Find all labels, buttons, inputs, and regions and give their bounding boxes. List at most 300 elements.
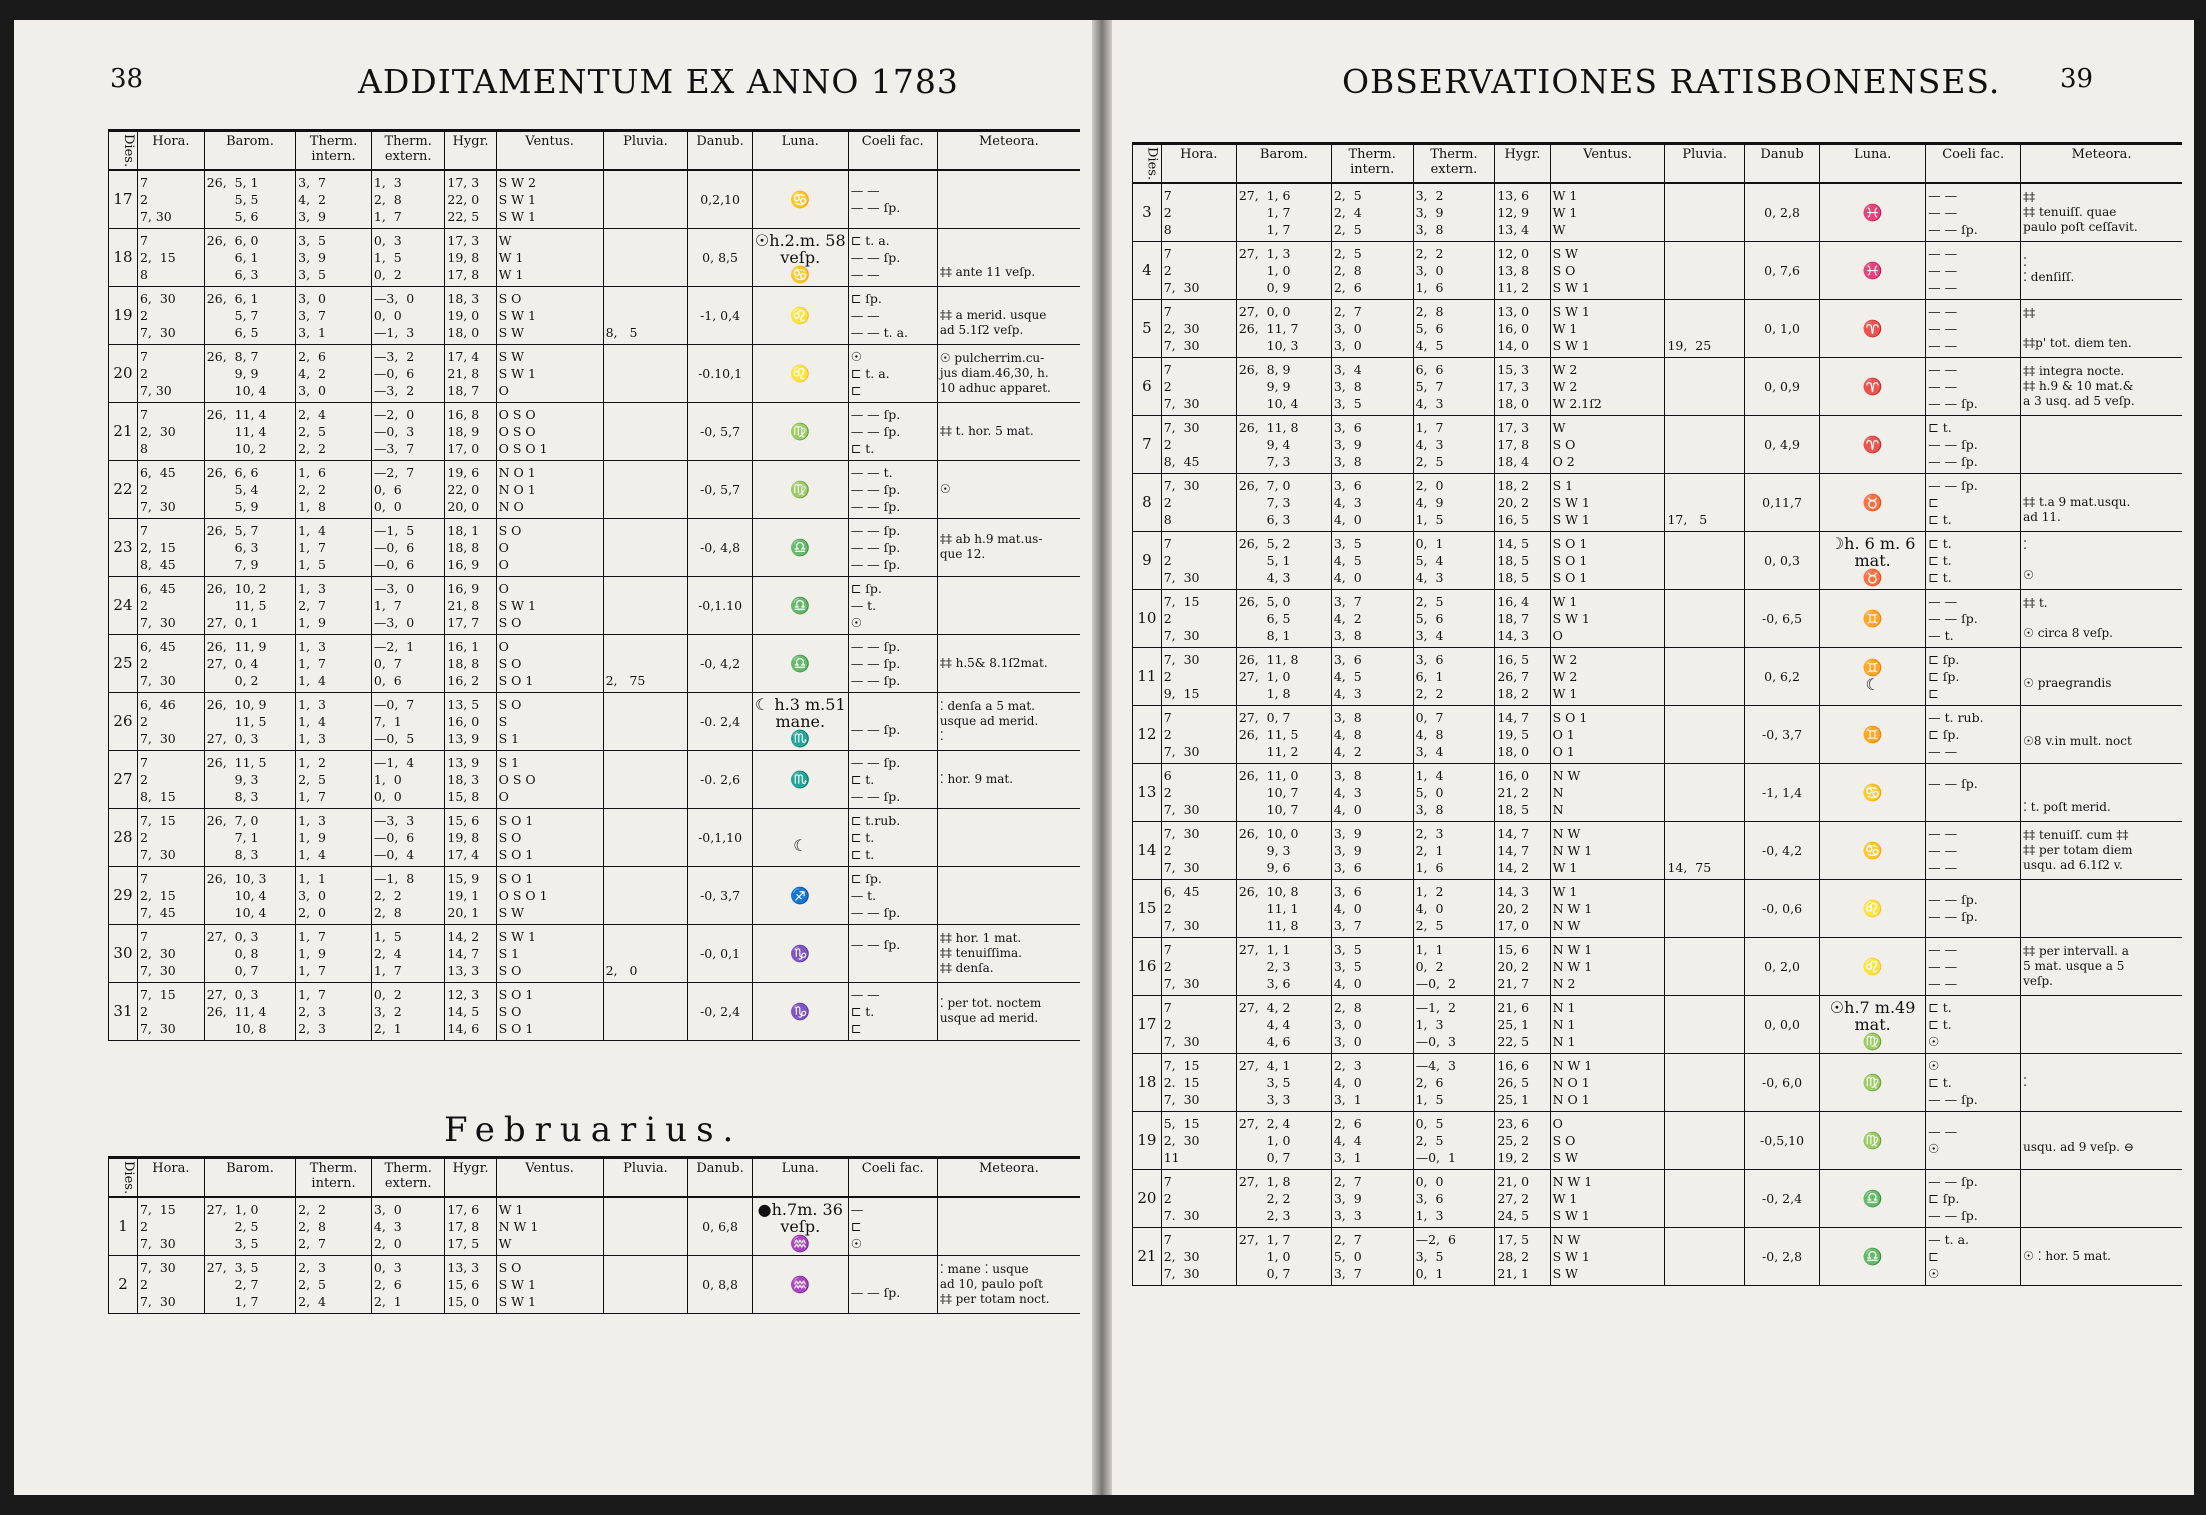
therm-extern-cell: 1, 7 4, 3 2, 5	[1413, 415, 1495, 473]
hour-cell: 6, 45 2 7, 30	[1161, 879, 1236, 937]
meteora-cell: ‡‡ ‡‡ tenuiſſ. quae paulo poſt ceſſavit.	[2021, 183, 2182, 241]
rain-cell	[1665, 531, 1745, 589]
column-header: Pluvia.	[1665, 144, 1745, 184]
rain-cell	[1665, 1111, 1745, 1169]
table-row	[109, 982, 1081, 1040]
running-head-left: ADDITAMENTUM EX ANNO 1783	[358, 62, 959, 101]
sky-cell: — — ſp.	[848, 1255, 937, 1313]
rain-cell: 8, 5	[603, 286, 688, 344]
hour-cell: 7 2, 30 7, 30	[1161, 1227, 1236, 1285]
sky-cell: — — ſp. — — ſp. ⊏ t.	[848, 402, 937, 460]
therm-extern-cell: 0, 5 2, 5 —0, 1	[1413, 1111, 1495, 1169]
wind-cell: N W 1 W 1 S W 1	[1550, 1169, 1665, 1227]
sky-cell: — — — — — — ſp.	[1926, 183, 2021, 241]
table-row	[109, 924, 1081, 982]
day-cell: 28	[109, 808, 138, 866]
rain-cell	[1665, 357, 1745, 415]
moon-cell: ♊	[1820, 705, 1926, 763]
moon-cell: ♏	[752, 750, 848, 808]
day-cell: 21	[1133, 1227, 1162, 1285]
moon-cell: ♎	[752, 576, 848, 634]
rain-cell	[603, 1255, 688, 1313]
sky-cell: — — ſp.	[848, 692, 937, 750]
therm-extern-cell: —1, 2 1, 3 —0, 3	[1413, 995, 1495, 1053]
day-cell: 19	[109, 286, 138, 344]
rain-cell	[603, 982, 688, 1040]
therm-extern-cell: —3, 3 —0, 6 —0, 4	[371, 808, 445, 866]
meteora-cell: ⁚ t. poſt merid.	[2021, 763, 2182, 821]
barometer-cell: 26, 5, 7 6, 3 7, 9	[204, 518, 295, 576]
hour-cell: 7 2, 15 8	[137, 228, 204, 286]
therm-extern-cell: —2, 1 0, 7 0, 6	[371, 634, 445, 692]
hygrometer-cell: 13, 6 12, 9 13, 4	[1495, 183, 1550, 241]
sky-cell: — — ſp.	[1926, 763, 2021, 821]
sky-cell: — — — — — —	[1926, 241, 2021, 299]
wind-cell: S W 1 S 1 S O	[496, 924, 603, 982]
danube-cell: -0,1,10	[688, 808, 753, 866]
column-header: Hygr.	[1495, 144, 1550, 184]
danube-cell: 0, 0,0	[1744, 995, 1819, 1053]
wind-cell: S O 1 S O 1 S O 1	[1550, 531, 1665, 589]
therm-intern-cell: 2, 3 4, 0 3, 1	[1331, 1053, 1413, 1111]
meteora-cell: ‡‡ ab h.9 mat.us- que 12.	[937, 518, 1080, 576]
moon-cell: ♊	[1820, 589, 1926, 647]
hour-cell: 7 2 7, 30	[137, 170, 204, 228]
hour-cell: 7, 15 2 7, 30	[137, 982, 204, 1040]
rain-cell: 2, 0	[603, 924, 688, 982]
table-row	[109, 866, 1081, 924]
barometer-cell: 27, 0, 0 26, 11, 7 10, 3	[1236, 299, 1331, 357]
therm-extern-cell: —0, 7 7, 1 —0, 5	[371, 692, 445, 750]
column-header: Pluvia.	[603, 131, 688, 171]
sky-cell: — — ſp.	[848, 924, 937, 982]
moon-cell: ♒	[752, 1255, 848, 1313]
therm-extern-cell: 6, 6 5, 7 4, 3	[1413, 357, 1495, 415]
day-cell: 10	[1133, 589, 1162, 647]
sky-cell: — — — — — — ſp.	[1926, 357, 2021, 415]
day-cell: 27	[109, 750, 138, 808]
sky-cell: — — — — — —	[1926, 299, 2021, 357]
column-header: Luna.	[752, 131, 848, 171]
day-cell: 8	[1133, 473, 1162, 531]
column-header: Coeli fac.	[848, 131, 937, 171]
sky-cell: — — ſp. — — ſp.	[1926, 879, 2021, 937]
rain-cell	[603, 808, 688, 866]
rain-cell	[1665, 763, 1745, 821]
meteora-cell: ‡‡ a merid. usque ad 5.1ſ2 veſp.	[937, 286, 1080, 344]
therm-extern-cell: 0, 3 2, 6 2, 1	[371, 1255, 445, 1313]
moon-cell: ♍	[752, 402, 848, 460]
day-cell: 18	[1133, 1053, 1162, 1111]
wind-cell: S O 1 O S O 1 S W	[496, 866, 603, 924]
day-cell: 6	[1133, 357, 1162, 415]
moon-cell: ♋	[1820, 763, 1926, 821]
moon-cell: ☉h.2.m. 58 veſp. ♋	[752, 228, 848, 286]
hour-cell: 6 2 7, 30	[1161, 763, 1236, 821]
moon-cell: ☾ h.3 m.51 mane. ♏	[752, 692, 848, 750]
wind-cell: O S W 1 S O	[496, 576, 603, 634]
therm-intern-cell: 1, 3 1, 4 1, 3	[296, 692, 372, 750]
wind-cell: N W 1 N O 1 N O 1	[1550, 1053, 1665, 1111]
meteora-cell: ⁚ ⁚ denſiſſ.	[2021, 241, 2182, 299]
hour-cell: 7 2, 15 8, 45	[137, 518, 204, 576]
therm-extern-cell: —3, 0 0, 0 —1, 3	[371, 286, 445, 344]
table-row	[1133, 589, 2183, 647]
moon-cell: ☾	[752, 808, 848, 866]
day-cell: 30	[109, 924, 138, 982]
column-header: Meteora.	[937, 131, 1080, 171]
meteora-cell: ‡‡ ante 11 veſp.	[937, 228, 1080, 286]
column-header: Danub.	[688, 1158, 753, 1198]
day-cell: 26	[109, 692, 138, 750]
column-header-dies: Dies.	[109, 1158, 138, 1198]
meteora-cell: ‡‡ ‡‡p' tot. diem ten.	[2021, 299, 2182, 357]
moon-cell: ♊ ☾	[1820, 647, 1926, 705]
moon-cell: ♍	[1820, 1053, 1926, 1111]
day-cell: 13	[1133, 763, 1162, 821]
day-cell: 15	[1133, 879, 1162, 937]
meteora-cell	[937, 1197, 1080, 1255]
wind-cell: S 1 S W 1 S W 1	[1550, 473, 1665, 531]
column-header: Hora.	[137, 131, 204, 171]
sky-cell: ☉ ⊏ t. — — ſp.	[1926, 1053, 2021, 1111]
wind-cell: N 1 N 1 N 1	[1550, 995, 1665, 1053]
column-header: Hora.	[1161, 144, 1236, 184]
meteora-cell: ⁚ mane ⁚ usque ad 10, paulo poſt ‡‡ per totam noct.	[937, 1255, 1080, 1313]
therm-extern-cell: —2, 7 0, 6 0, 0	[371, 460, 445, 518]
right-page	[1112, 20, 2194, 1495]
wind-cell: W 2 W 2 W 1	[1550, 647, 1665, 705]
hour-cell: 7 2 7. 30	[1161, 1169, 1236, 1227]
therm-intern-cell: 3, 6 3, 9 3, 8	[1331, 415, 1413, 473]
therm-extern-cell: 3, 6 6, 1 2, 2	[1413, 647, 1495, 705]
hour-cell: 7, 30 2 7, 30	[137, 1255, 204, 1313]
barometer-cell: 26, 11, 8 9, 4 7, 3	[1236, 415, 1331, 473]
barometer-cell: 26, 10, 2 11, 5 27, 0, 1	[204, 576, 295, 634]
danube-cell: 0, 8,5	[688, 228, 753, 286]
hygrometer-cell: 14, 2 14, 7 13, 3	[445, 924, 496, 982]
therm-intern-cell: 2, 8 3, 0 3, 0	[1331, 995, 1413, 1053]
day-cell: 4	[1133, 241, 1162, 299]
hygrometer-cell: 12, 0 13, 8 11, 2	[1495, 241, 1550, 299]
page-number-left: 38	[110, 64, 144, 94]
therm-extern-cell: 2, 2 3, 0 1, 6	[1413, 241, 1495, 299]
table-row	[1133, 1169, 2183, 1227]
hygrometer-cell: 15, 9 19, 1 20, 1	[445, 866, 496, 924]
hour-cell: 7 2, 30 7, 30	[137, 924, 204, 982]
moon-cell: ♐	[752, 866, 848, 924]
wind-cell: W 1 N W 1 W	[496, 1197, 603, 1255]
hygrometer-cell: 15, 6 19, 8 17, 4	[445, 808, 496, 866]
day-cell: 17	[109, 170, 138, 228]
danube-cell: -0,1.10	[688, 576, 753, 634]
hygrometer-cell: 16, 6 26, 5 25, 1	[1495, 1053, 1550, 1111]
therm-intern-cell: 3, 7 4, 2 3, 8	[1331, 589, 1413, 647]
wind-cell: N W N W 1 W 1	[1550, 821, 1665, 879]
day-cell: 5	[1133, 299, 1162, 357]
therm-intern-cell: 3, 0 3, 7 3, 1	[296, 286, 372, 344]
hour-cell: 7 2 8, 15	[137, 750, 204, 808]
therm-intern-cell: 3, 8 4, 8 4, 2	[1331, 705, 1413, 763]
hygrometer-cell: 23, 6 25, 2 19, 2	[1495, 1111, 1550, 1169]
danube-cell: -0, 5,7	[688, 460, 753, 518]
hour-cell: 6, 45 2 7, 30	[137, 460, 204, 518]
wind-cell: O S O O S O O S O 1	[496, 402, 603, 460]
sky-cell: ⊏ t. a. — — ſp. — —	[848, 228, 937, 286]
barometer-cell: 27, 4, 2 4, 4 4, 6	[1236, 995, 1331, 1053]
sky-cell: — — ⊏ t. ⊏	[848, 982, 937, 1040]
day-cell: 9	[1133, 531, 1162, 589]
therm-intern-cell: 1, 3 1, 7 1, 4	[296, 634, 372, 692]
therm-intern-cell: 1, 3 1, 9 1, 4	[296, 808, 372, 866]
hour-cell: 6, 46 2 7, 30	[137, 692, 204, 750]
sky-cell: ⊏ t. — — ſp. — — ſp.	[1926, 415, 2021, 473]
danube-cell: -0, 6,5	[1744, 589, 1819, 647]
meteora-cell: ‡‡ tenuiſſ. cum ‡‡ ‡‡ per totam diem usqu. ad 6.1ſ2 v.	[2021, 821, 2182, 879]
column-header: Therm. intern.	[1331, 144, 1413, 184]
meteora-cell: ⁚	[2021, 1053, 2182, 1111]
therm-intern-cell: 2, 6 4, 4 3, 1	[1331, 1111, 1413, 1169]
therm-extern-cell: —1, 8 2, 2 2, 8	[371, 866, 445, 924]
therm-intern-cell: 2, 6 4, 2 3, 0	[296, 344, 372, 402]
wind-cell: S O 1 O 1 O 1	[1550, 705, 1665, 763]
therm-extern-cell: 2, 8 5, 6 4, 5	[1413, 299, 1495, 357]
table-row	[1133, 473, 2183, 531]
barometer-cell: 26, 5, 1 5, 5 5, 6	[204, 170, 295, 228]
barometer-cell: 26, 11, 9 27, 0, 4 0, 2	[204, 634, 295, 692]
therm-intern-cell: 2, 7 3, 9 3, 3	[1331, 1169, 1413, 1227]
hour-cell: 7 2 7, 30	[1161, 995, 1236, 1053]
therm-intern-cell: 3, 9 3, 9 3, 6	[1331, 821, 1413, 879]
table-row	[109, 460, 1081, 518]
meteora-cell: ‡‡ integra nocte. ‡‡ h.9 & 10 mat.& a 3 usq. ad 5 veſp.	[2021, 357, 2182, 415]
hour-cell: 7 2 7, 30	[1161, 357, 1236, 415]
wind-cell: N W 1 N W 1 N 2	[1550, 937, 1665, 995]
barometer-cell: 26, 6, 1 5, 7 6, 5	[204, 286, 295, 344]
column-header: Coeli fac.	[1926, 144, 2021, 184]
table-row	[109, 344, 1081, 402]
therm-extern-cell: 2, 5 5, 6 3, 4	[1413, 589, 1495, 647]
rain-cell	[603, 518, 688, 576]
therm-extern-cell: 0, 7 4, 8 3, 4	[1413, 705, 1495, 763]
hour-cell: 7, 30 2 8	[1161, 473, 1236, 531]
table-row	[109, 518, 1081, 576]
day-cell: 29	[109, 866, 138, 924]
barometer-cell: 26, 5, 2 5, 1 4, 3	[1236, 531, 1331, 589]
moon-cell: ♎	[752, 634, 848, 692]
hygrometer-cell: 17, 3 22, 0 22, 5	[445, 170, 496, 228]
column-header: Ventus.	[496, 131, 603, 171]
barometer-cell: 27, 1, 1 2, 3 3, 6	[1236, 937, 1331, 995]
therm-extern-cell: —3, 2 —0, 6 —3, 2	[371, 344, 445, 402]
therm-extern-cell: 1, 5 2, 4 1, 7	[371, 924, 445, 982]
sky-cell: — — ☉	[1926, 1111, 2021, 1169]
column-header: Pluvia.	[603, 1158, 688, 1198]
moon-cell: ♉	[1820, 473, 1926, 531]
moon-cell: ♍	[752, 460, 848, 518]
hygrometer-cell: 17, 5 28, 2 21, 1	[1495, 1227, 1550, 1285]
day-cell: 7	[1133, 415, 1162, 473]
therm-extern-cell: 3, 0 4, 3 2, 0	[371, 1197, 445, 1255]
barometer-cell: 27, 1, 6 1, 7 1, 7	[1236, 183, 1331, 241]
rain-cell	[603, 576, 688, 634]
therm-intern-cell: 2, 7 5, 0 3, 7	[1331, 1227, 1413, 1285]
table-row	[1133, 357, 2183, 415]
wind-cell: S O S W 1 S W	[496, 286, 603, 344]
moon-cell: ●h.7m. 36 veſp. ♒	[752, 1197, 848, 1255]
wind-cell: S W 2 S W 1 S W 1	[496, 170, 603, 228]
therm-extern-cell: —3, 0 1, 7 —3, 0	[371, 576, 445, 634]
wind-cell: S O S W 1 S W 1	[496, 1255, 603, 1313]
sky-cell: — t. rub. ⊏ ſp. — —	[1926, 705, 2021, 763]
rain-cell	[1665, 1053, 1745, 1111]
table-row	[109, 1197, 1081, 1255]
wind-cell: S O 1 S O S O 1	[496, 982, 603, 1040]
barometer-cell: 26, 8, 7 9, 9 10, 4	[204, 344, 295, 402]
hour-cell: 5, 15 2, 30 11	[1161, 1111, 1236, 1169]
moon-cell: ♎	[1820, 1169, 1926, 1227]
sky-cell: — — ſp. ⊏ t. — — ſp.	[848, 750, 937, 808]
therm-intern-cell: 1, 1 3, 0 2, 0	[296, 866, 372, 924]
meteora-cell: usqu. ad 9 veſp. ⊖	[2021, 1111, 2182, 1169]
hygrometer-cell: 17, 6 17, 8 17, 5	[445, 1197, 496, 1255]
hygrometer-cell: 17, 3 17, 8 18, 4	[1495, 415, 1550, 473]
hygrometer-cell: 18, 2 20, 2 16, 5	[1495, 473, 1550, 531]
meteora-cell: ‡‡ per intervall. a 5 mat. usque a 5 veſp.	[2021, 937, 2182, 995]
danube-cell: 0, 1,0	[1744, 299, 1819, 357]
hygrometer-cell: 18, 1 18, 8 16, 9	[445, 518, 496, 576]
barometer-cell: 26, 10, 0 9, 3 9, 6	[1236, 821, 1331, 879]
moon-cell: ♍	[1820, 1111, 1926, 1169]
moon-cell: ♓	[1820, 241, 1926, 299]
table-row	[1133, 531, 2183, 589]
page-number-right: 39	[2060, 64, 2094, 94]
table-row	[1133, 705, 2183, 763]
therm-extern-cell: 1, 1 0, 2 —0, 2	[1413, 937, 1495, 995]
therm-intern-cell: 1, 2 2, 5 1, 7	[296, 750, 372, 808]
sky-cell: — ⊏ ☉	[848, 1197, 937, 1255]
hygrometer-cell: 21, 6 25, 1 22, 5	[1495, 995, 1550, 1053]
sky-cell: — — ſp. — — ſp. — — ſp.	[848, 518, 937, 576]
day-cell: 2	[109, 1255, 138, 1313]
therm-extern-cell: —4, 3 2, 6 1, 5	[1413, 1053, 1495, 1111]
rain-cell	[1665, 1169, 1745, 1227]
sky-cell: — — ſp. ⊏ ⊏ t.	[1926, 473, 2021, 531]
hour-cell: 7 2, 30 7, 30	[1161, 299, 1236, 357]
wind-cell: S O 1 S O S O 1	[496, 808, 603, 866]
column-header: Hygr.	[445, 131, 496, 171]
therm-intern-cell: 3, 5 3, 5 4, 0	[1331, 937, 1413, 995]
hygrometer-cell: 16, 1 18, 8 16, 2	[445, 634, 496, 692]
moon-cell: ☽h. 6 m. 6 mat. ♉	[1820, 531, 1926, 589]
table-row	[1133, 1111, 2183, 1169]
rain-cell	[1665, 937, 1745, 995]
column-header: Therm. extern.	[1413, 144, 1495, 184]
therm-extern-cell: —2, 0 —0, 3 —3, 7	[371, 402, 445, 460]
table-row	[109, 170, 1081, 228]
table-row	[109, 750, 1081, 808]
rain-cell	[603, 228, 688, 286]
day-cell: 3	[1133, 183, 1162, 241]
sky-cell: — — ſp. — — ſp. — — ſp.	[848, 634, 937, 692]
therm-intern-cell: 2, 4 2, 5 2, 2	[296, 402, 372, 460]
table-row	[109, 228, 1081, 286]
barometer-cell: 27, 1, 3 1, 0 0, 9	[1236, 241, 1331, 299]
wind-cell: S O S S 1	[496, 692, 603, 750]
wind-cell: S 1 O S O O	[496, 750, 603, 808]
book-gutter	[1092, 20, 1112, 1495]
danube-cell: 0, 7,6	[1744, 241, 1819, 299]
barometer-cell: 27, 1, 0 2, 5 3, 5	[204, 1197, 295, 1255]
meteora-cell	[937, 866, 1080, 924]
barometer-cell: 27, 1, 7 1, 0 0, 7	[1236, 1227, 1331, 1285]
rain-cell	[603, 692, 688, 750]
hygrometer-cell: 15, 6 20, 2 21, 7	[1495, 937, 1550, 995]
barometer-cell: 26, 10, 8 11, 1 11, 8	[1236, 879, 1331, 937]
therm-intern-cell: 1, 7 1, 9 1, 7	[296, 924, 372, 982]
rain-cell	[603, 170, 688, 228]
barometer-cell: 27, 2, 4 1, 0 0, 7	[1236, 1111, 1331, 1169]
danube-cell: -0, 4,2	[688, 634, 753, 692]
observations-table-february	[108, 1156, 1080, 1314]
danube-cell: 0,11,7	[1744, 473, 1819, 531]
rain-cell	[1665, 1227, 1745, 1285]
meteora-cell: ⁚ per tot. noctem usque ad merid.	[937, 982, 1080, 1040]
table-row	[1133, 821, 2183, 879]
rain-cell	[1665, 647, 1745, 705]
column-header: Hora.	[137, 1158, 204, 1198]
hygrometer-cell: 21, 0 27, 2 24, 5	[1495, 1169, 1550, 1227]
meteora-cell: ⁚ ☉	[2021, 531, 2182, 589]
wind-cell: N W N N	[1550, 763, 1665, 821]
therm-intern-cell: 1, 7 2, 3 2, 3	[296, 982, 372, 1040]
table-row	[109, 1255, 1081, 1313]
moon-cell: ☉h.7 m.49 mat. ♍	[1820, 995, 1926, 1053]
hygrometer-cell: 14, 7 19, 5 18, 0	[1495, 705, 1550, 763]
hour-cell: 7 2 7, 30	[1161, 937, 1236, 995]
hygrometer-cell: 16, 0 21, 2 18, 5	[1495, 763, 1550, 821]
wind-cell: N W S W 1 S W	[1550, 1227, 1665, 1285]
danube-cell: -0, 2,4	[1744, 1169, 1819, 1227]
danube-cell: -0. 2,6	[688, 750, 753, 808]
sky-cell: ⊏ ſp. — t. ☉	[848, 576, 937, 634]
barometer-cell: 26, 5, 0 6, 5 8, 1	[1236, 589, 1331, 647]
danube-cell: -0, 2,8	[1744, 1227, 1819, 1285]
meteora-cell: ⁚ hor. 9 mat.	[937, 750, 1080, 808]
wind-cell: W 1 N W 1 N W	[1550, 879, 1665, 937]
rain-cell	[1665, 705, 1745, 763]
column-header: Barom.	[1236, 144, 1331, 184]
hygrometer-cell: 16, 4 18, 7 14, 3	[1495, 589, 1550, 647]
danube-cell: 0, 4,9	[1744, 415, 1819, 473]
danube-cell: 0, 6,2	[1744, 647, 1819, 705]
rain-cell	[1665, 183, 1745, 241]
therm-intern-cell: 2, 5 2, 8 2, 6	[1331, 241, 1413, 299]
wind-cell: S O O O	[496, 518, 603, 576]
hygrometer-cell: 13, 0 16, 0 14, 0	[1495, 299, 1550, 357]
hour-cell: 7 2, 15 7, 45	[137, 866, 204, 924]
therm-extern-cell: —1, 4 1, 0 0, 0	[371, 750, 445, 808]
wind-cell: S W S O S W 1	[1550, 241, 1665, 299]
meteora-cell	[937, 808, 1080, 866]
wind-cell: S W 1 W 1 S W 1	[1550, 299, 1665, 357]
column-header: Meteora.	[937, 1158, 1080, 1198]
moon-cell: ♑	[752, 982, 848, 1040]
danube-cell: -0, 0,6	[1744, 879, 1819, 937]
meteora-cell: ☉ pulcherrim.cu- jus diam.46,30, h. 10 adhuc apparet.	[937, 344, 1080, 402]
day-cell: 24	[109, 576, 138, 634]
hygrometer-cell: 16, 5 26, 7 18, 2	[1495, 647, 1550, 705]
